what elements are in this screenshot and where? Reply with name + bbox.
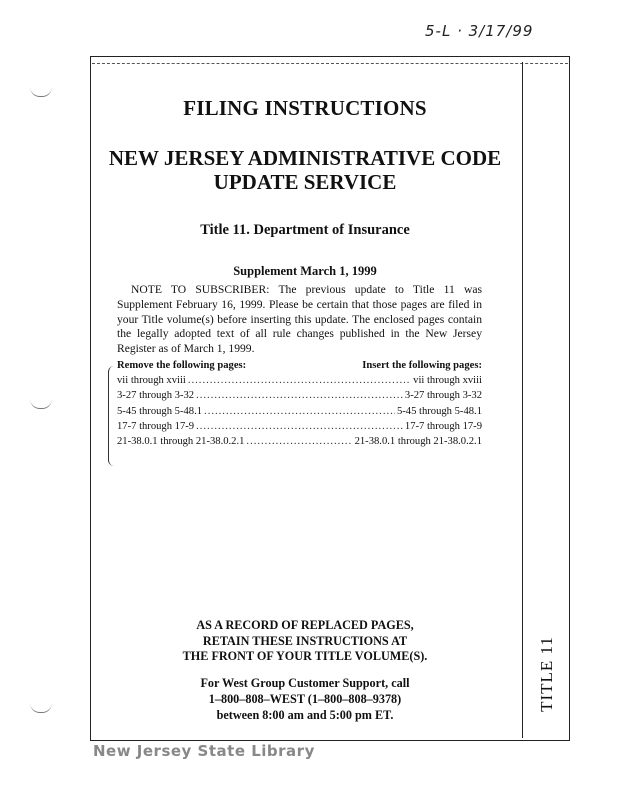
page-replacement-table xyxy=(117,360,482,449)
remove-pages: vii through xviii xyxy=(117,375,186,386)
leader-dots xyxy=(204,404,395,419)
scan-mark xyxy=(30,396,52,409)
support-line: For West Group Customer Support, call xyxy=(200,676,410,690)
table-row xyxy=(117,434,482,449)
insert-header: Insert the following pages: xyxy=(362,360,482,371)
library-stamp: New Jersey State Library xyxy=(93,742,315,760)
support-hours: between 8:00 am and 5:00 pm ET. xyxy=(216,708,394,722)
remove-pages: 3-27 through 3-32 xyxy=(117,390,195,402)
leader-dots xyxy=(196,419,403,434)
main-heading-line1: NEW JERSEY ADMINISTRATIVE CODE xyxy=(108,146,502,170)
scan-mark xyxy=(30,84,52,97)
main-heading-line2: UPDATE SERVICE xyxy=(213,170,397,194)
main-heading xyxy=(100,146,510,194)
note-lead: NOTE TO SUBSCRIBER: xyxy=(131,283,270,296)
scan-mark xyxy=(30,700,52,713)
record-line: AS A RECORD OF REPLACED PAGES, xyxy=(196,618,414,632)
remove-pages: 21-38.0.1 through 21-38.0.2.1 xyxy=(117,436,245,448)
side-tab-label: TITLE 11 xyxy=(537,636,557,712)
table-row xyxy=(117,419,482,434)
leader-dots xyxy=(246,434,352,449)
table-row xyxy=(117,388,482,403)
support-info xyxy=(100,675,510,723)
insert-pages: vii through xviii xyxy=(413,375,482,386)
side-divider xyxy=(522,62,523,738)
record-line: THE FRONT OF YOUR TITLE VOLUME(S). xyxy=(182,649,428,663)
support-phone: 1–800–808–WEST (1–800–808–9378) xyxy=(208,692,402,706)
remove-pages: 5-45 through 5-48.1 xyxy=(117,405,203,417)
table-header xyxy=(117,360,482,371)
table-row xyxy=(117,404,482,419)
insert-pages: 5-45 through 5-48.1 xyxy=(396,405,482,417)
handwritten-annotation: 5-L · 3/17/99 xyxy=(425,22,534,40)
title-subtitle: Title 11. Department of Insurance xyxy=(200,222,410,238)
supplement-date: Supplement March 1, 1999 xyxy=(233,264,377,278)
remove-pages: 17-7 through 17-9 xyxy=(117,420,195,432)
record-notice xyxy=(100,618,510,665)
subscriber-note xyxy=(117,283,482,357)
page-title: FILING INSTRUCTIONS xyxy=(183,96,427,120)
remove-header: Remove the following pages: xyxy=(117,360,247,371)
record-line: RETAIN THESE INSTRUCTIONS AT xyxy=(202,633,408,648)
table-row xyxy=(117,373,482,388)
frame-top-rule xyxy=(92,63,568,64)
leader-dots xyxy=(196,388,403,403)
note-body: The previous update to Title 11 was Supplement February 16, 1999. Please be certain that those pages are filed in your Title volume(s) before inserting this update. The enclosed pages contain the legally adopted text of all rule changes published in the New Jersey Register as of March 1, 1999. xyxy=(117,283,482,356)
side-tab xyxy=(525,632,569,716)
insert-pages: 21-38.0.1 through 21-38.0.2.1 xyxy=(354,436,482,448)
leader-dots xyxy=(188,373,411,388)
insert-pages: 17-7 through 17-9 xyxy=(404,420,482,432)
insert-pages: 3-27 through 3-32 xyxy=(404,390,482,402)
